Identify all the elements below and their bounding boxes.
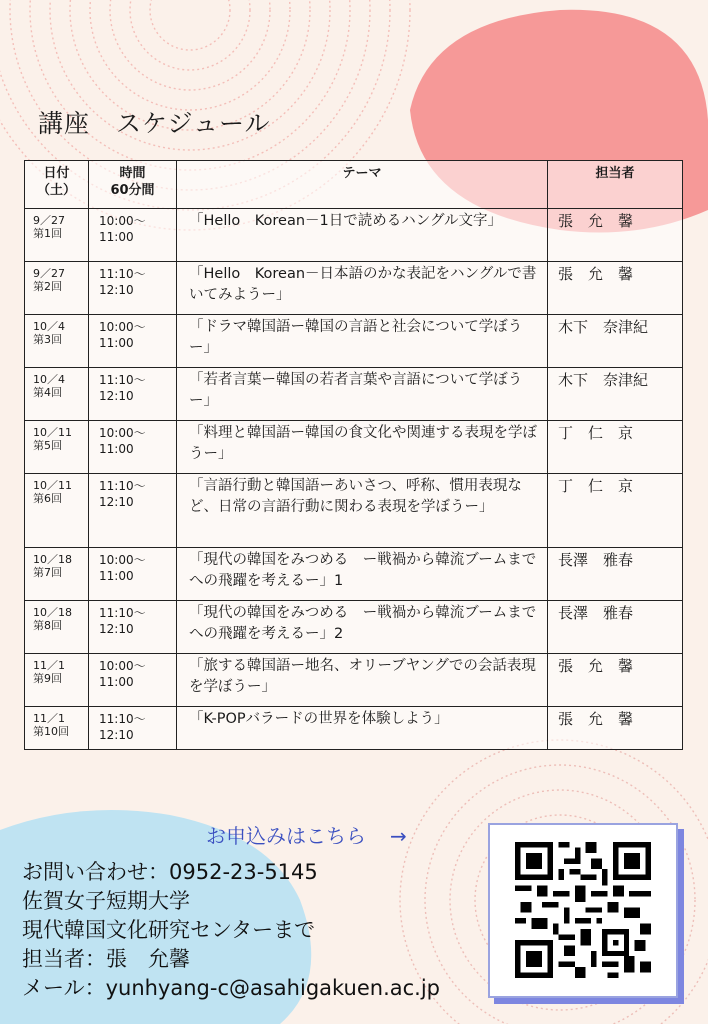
instructor-cell: 張 允 馨 — [548, 654, 683, 707]
table-row — [25, 474, 683, 548]
qr-code-box[interactable] — [488, 823, 678, 998]
contact-school: 佐賀女子短期大学 — [22, 889, 190, 913]
header-theme: テーマ — [177, 161, 548, 209]
instructor-cell: 長澤 雅春 — [548, 601, 683, 654]
date-cell: 10／4 第4回 — [25, 368, 89, 421]
instructor-cell: 木下 奈津紀 — [548, 368, 683, 421]
table-row — [25, 315, 683, 368]
date-cell: 10／4 第3回 — [25, 315, 89, 368]
instructor-cell: 張 允 馨 — [548, 209, 683, 262]
date-cell: 10／18 第7回 — [25, 548, 89, 601]
table-row — [25, 654, 683, 707]
contact-person: 担当者：張 允馨 — [22, 947, 190, 971]
apply-label: お申込みはこちら — [206, 824, 366, 848]
table-row — [25, 209, 683, 262]
table-row — [25, 421, 683, 474]
schedule-table — [24, 160, 683, 750]
time-cell: 10:00～ 11:00 — [89, 421, 177, 474]
page-title: 講座 スケジュール — [38, 109, 271, 138]
theme-cell: 「若者言葉ー韓国の若者言葉や言語について学ぼうー」 — [177, 368, 548, 421]
date-cell: 11／1 第10回 — [25, 707, 89, 750]
date-cell: 10／18 第8回 — [25, 601, 89, 654]
instructor-cell: 張 允 馨 — [548, 262, 683, 315]
contact-center: 現代韓国文化研究センターまで — [22, 918, 316, 942]
table-row — [25, 548, 683, 601]
table-header-row — [25, 161, 683, 209]
time-cell: 10:00～ 11:00 — [89, 315, 177, 368]
theme-cell: 「現代の韓国をみつめる ー戦禍から韓流ブームまでへの飛躍を考えるー」1 — [177, 548, 548, 601]
date-cell: 9／27 第2回 — [25, 262, 89, 315]
theme-cell: 「Hello Korean－日本語のかな表記をハングルで書いてみようー」 — [177, 262, 548, 315]
theme-cell: 「ドラマ韓国語ー韓国の言語と社会について学ぼうー」 — [177, 315, 548, 368]
date-cell: 10／11 第5回 — [25, 421, 89, 474]
table-row — [25, 262, 683, 315]
date-cell: 10／11 第6回 — [25, 474, 89, 548]
date-cell: 9／27 第1回 — [25, 209, 89, 262]
qr-code-icon[interactable] — [515, 842, 651, 978]
time-cell: 11:10～ 12:10 — [89, 601, 177, 654]
apply-link[interactable] — [206, 820, 407, 849]
contact-phone: お問い合わせ：0952-23-5145 — [22, 860, 318, 884]
theme-cell: 「K-POPバラードの世界を体験しよう」 — [177, 707, 548, 750]
theme-cell: 「旅する韓国語ー地名、オリーブヤングでの会話表現を学ぼうー」 — [177, 654, 548, 707]
time-cell: 10:00～ 11:00 — [89, 548, 177, 601]
table-row — [25, 368, 683, 421]
date-cell: 11／1 第9回 — [25, 654, 89, 707]
header-date: 日付 （土） — [25, 161, 89, 209]
contact-info — [22, 858, 440, 1003]
instructor-cell: 丁 仁 京 — [548, 474, 683, 548]
contact-email: メール：yunhyang-c@asahigakuen.ac.jp — [22, 976, 441, 1000]
header-instructor: 担当者 — [548, 161, 683, 209]
theme-cell: 「言語行動と韓国語ーあいさつ、呼称、慣用表現など、日常の言語行動に関わる表現を学ぼうー」 — [177, 474, 548, 548]
table-row — [25, 601, 683, 654]
instructor-cell: 張 允 馨 — [548, 707, 683, 750]
time-cell: 11:10～ 12:10 — [89, 262, 177, 315]
theme-cell: 「Hello Korean－1日で読めるハングル文字」 — [177, 209, 548, 262]
instructor-cell: 丁 仁 京 — [548, 421, 683, 474]
time-cell: 10:00～ 11:00 — [89, 654, 177, 707]
table-row — [25, 707, 683, 750]
time-cell: 11:10～ 12:10 — [89, 474, 177, 548]
instructor-cell: 長澤 雅春 — [548, 548, 683, 601]
time-cell: 11:10～ 12:10 — [89, 368, 177, 421]
instructor-cell: 木下 奈津紀 — [548, 315, 683, 368]
time-cell: 11:10～ 12:10 — [89, 707, 177, 750]
arrow-right-icon: → — [390, 824, 407, 848]
header-time: 時間 60分間 — [89, 161, 177, 209]
theme-cell: 「現代の韓国をみつめる ー戦禍から韓流ブームまでへの飛躍を考えるー」2 — [177, 601, 548, 654]
time-cell: 10:00～ 11:00 — [89, 209, 177, 262]
theme-cell: 「料理と韓国語ー韓国の食文化や関連する表現を学ぼうー」 — [177, 421, 548, 474]
